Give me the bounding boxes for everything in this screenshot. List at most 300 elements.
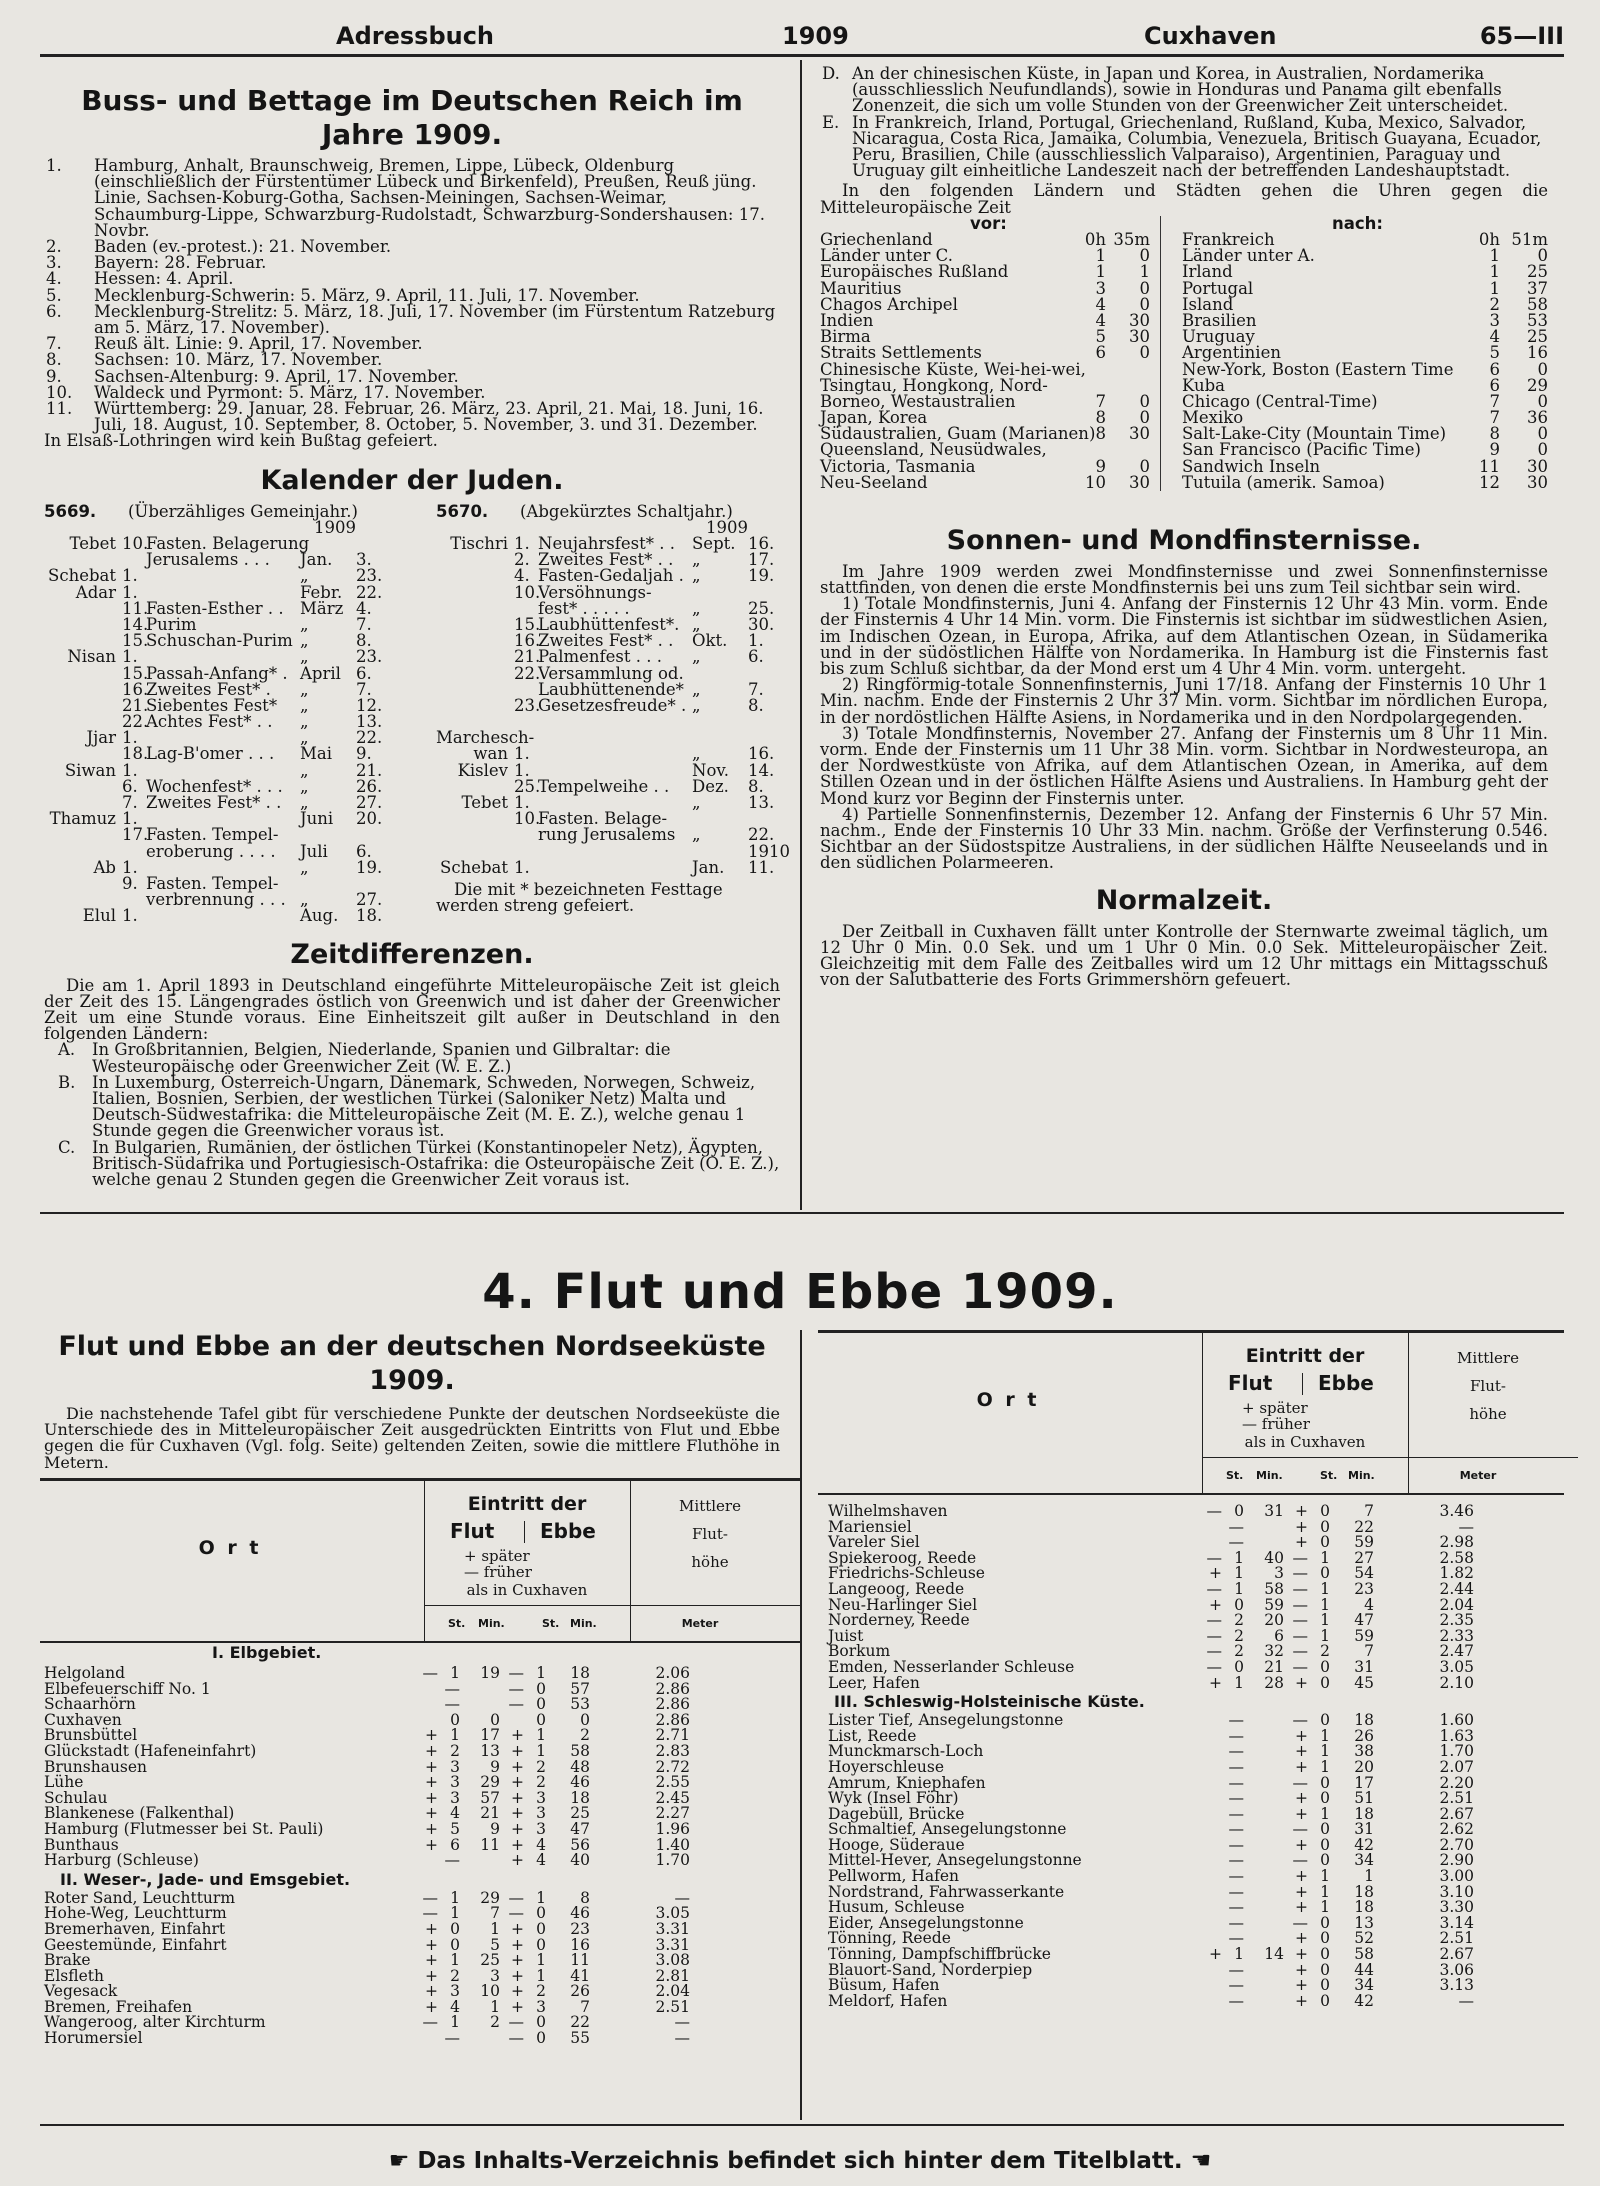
offset-hours: 2: [1489, 294, 1500, 314]
flut-sign: +: [425, 1804, 438, 1823]
offset-place: Queensland, Neusüdwales,: [820, 440, 1047, 460]
tide-row: [44, 1697, 718, 1713]
flut-min: [1244, 1994, 1284, 2010]
juden-month: Marchesch-: [436, 728, 535, 748]
th-hoehe: höhe: [1469, 1405, 1507, 1423]
tide-place: List, Reede: [828, 1726, 917, 1745]
juden-feast: Wochenfest* . . .: [146, 776, 283, 796]
offset-hours: 1: [1095, 246, 1106, 266]
ebbe-sign: +: [1295, 1789, 1308, 1808]
flut-st: —: [444, 2029, 460, 2048]
th-mittlere: Mittlere: [1457, 1349, 1519, 1367]
ebbe-sign: +: [1295, 1945, 1308, 1964]
ebbe-sign: —: [1292, 1564, 1308, 1583]
ebbe-min: 7: [1364, 1642, 1374, 1661]
flut-hoehe: 2.67: [1439, 1804, 1474, 1823]
flut-sign: +: [425, 1819, 438, 1838]
ebbe-min: 57: [570, 1679, 590, 1698]
offset-place: Victoria, Tasmania: [820, 456, 976, 476]
flut-st: 3: [450, 1757, 460, 1776]
offset-hours: 10: [1085, 472, 1106, 492]
flut-min: 25: [480, 1951, 500, 1970]
flut-hoehe: 2.71: [655, 1726, 690, 1745]
tide-place: Spiekeroog, Reede: [828, 1548, 977, 1567]
ebbe-min: 59: [1354, 1626, 1374, 1645]
flut-hoehe: 2.67: [1439, 1945, 1474, 1964]
juden-greg-month: „: [300, 647, 309, 667]
tide-place: Emden, Nesserlander Schleuse: [828, 1657, 1075, 1676]
juden-feast: Fasten. Tempel-: [146, 873, 279, 893]
flut-sign: [1198, 1838, 1222, 1854]
ebbe-min: 17: [1354, 1773, 1374, 1792]
flut-st: 4: [450, 1997, 460, 2016]
tide-place: Amrum, Kniephafen: [828, 1773, 986, 1792]
tide-place: Büsum, Hafen: [828, 1976, 940, 1995]
juden-day: 1.: [514, 760, 530, 780]
flut-st: 2: [450, 1966, 460, 1985]
ebbe-st: 1: [1320, 1579, 1330, 1598]
offset-minutes: 30: [1527, 456, 1548, 476]
tide-place: Nordstrand, Fahrwasserkante: [828, 1882, 1065, 1901]
juden-greg-month: „: [692, 825, 701, 845]
juden-greg-day: 6.: [748, 647, 764, 667]
juden-greg-month: Aug.: [300, 906, 339, 926]
offset-hours: 0h: [1084, 230, 1106, 250]
tide-place: Vegesack: [44, 1982, 118, 2001]
offset-place: Sandwich Inseln: [1182, 456, 1321, 476]
ebbe-st: 0: [1320, 1673, 1330, 1692]
tide-place: Langeoog, Reede: [828, 1579, 965, 1598]
ebbe-st: 0: [1320, 1945, 1330, 1964]
flut-sign: —: [1206, 1548, 1222, 1567]
flut-st: 1: [450, 2013, 460, 2032]
tide-row: [828, 1676, 1502, 1692]
ebbe-st: 0: [536, 1919, 546, 1938]
th-mittlere: Mittlere: [679, 1497, 741, 1515]
left-upper-column: [44, 66, 790, 1190]
flut-hoehe: —: [1458, 1517, 1474, 1536]
flut-title: Flut und Ebbe an der deutschen Nordseeküste 1909.: [58, 1331, 766, 1396]
offset-hours: 5: [1489, 343, 1500, 363]
ebbe-sign: +: [511, 1935, 524, 1954]
flut-hoehe: 3.08: [655, 1951, 690, 1970]
ebbe-min: 31: [1354, 1820, 1374, 1839]
juden-day: 2.: [514, 550, 530, 570]
buss-item: 6. Mecklenburg-Strelitz: 5. März, 18. Juli, 17. November (im Fürstentum Ratzeburg am 5. März, 17. November).: [46, 301, 776, 338]
sonne-paragraph: 4) Partielle Sonnenfinsternis, Dezember 12. Anfang der Finsternis 6 Uhr 57 Min. nachm., Ende der Finsternis 10 Uhr 33 Min. nachm. Größe der Verfinsterung 0.546. Sichtbar an der Südostspitze Australiens, in der südlichen Hälfte Neuseelands und in den südlichen Polarmeeren.: [820, 804, 1548, 873]
buss-item-number: 3.: [46, 253, 62, 273]
flut-sign: —: [1206, 1626, 1222, 1645]
juden-greg-month: „: [300, 857, 309, 877]
flut-sign: [1198, 1978, 1222, 1994]
th-rule: [1202, 1457, 1578, 1458]
ebbe-sign: +: [1295, 1742, 1308, 1761]
ebbe-st: 1: [1320, 1611, 1330, 1630]
ebbe-min: 23: [570, 1919, 590, 1938]
flut-hoehe: 2.90: [1439, 1851, 1474, 1870]
flut-sign: —: [422, 1888, 438, 1907]
offset-minutes: 0: [1139, 391, 1150, 411]
juden-month: Schebat: [440, 857, 508, 877]
tide-place: Neu-Harlinger Siel: [828, 1595, 978, 1614]
ebbe-min: 18: [1354, 1898, 1374, 1917]
tide-place: Hooge, Süderaue: [828, 1835, 965, 1854]
flut-min: 20: [1264, 1611, 1284, 1630]
flut-hoehe: 1.40: [655, 1835, 690, 1854]
buss-item: 9. Sachsen-Altenburg: 9. April, 17. November.: [46, 366, 459, 386]
juden-feast: Palmenfest . . .: [538, 647, 662, 667]
juden-calendar: [44, 501, 790, 934]
flut-st: 0: [1234, 1595, 1244, 1614]
tide-row: [828, 1713, 1502, 1729]
ebbe-min: 34: [1354, 1976, 1374, 1995]
flut-sign: —: [1206, 1611, 1222, 1630]
ebbe-min: 44: [1354, 1960, 1374, 1979]
jade-ems-table: [828, 1504, 1502, 1691]
tide-place: Blankenese (Falkenthal): [44, 1804, 235, 1823]
flut-min: [1244, 1853, 1284, 1869]
juden-greg-month: Nov.: [692, 760, 729, 780]
offset-hours: 1: [1489, 262, 1500, 282]
flut-min: 31: [1264, 1502, 1284, 1520]
ebbe-min: 7: [580, 1997, 590, 2016]
juden-greg-day: 8.: [748, 695, 764, 715]
offset-hours: 6: [1095, 343, 1106, 363]
flut-min: 7: [490, 1904, 500, 1923]
ebbe-min: 18: [570, 1664, 590, 1682]
ebbe-st: 2: [1320, 1642, 1330, 1661]
ebbe-sign: +: [511, 1788, 524, 1807]
flut-left-column: [44, 1330, 780, 1471]
juden-feast: Zweites Fest* .: [146, 679, 271, 699]
th-minus: — früher: [464, 1563, 532, 1581]
ebbe-min: 31: [1354, 1657, 1374, 1676]
flut-st: 2: [1234, 1642, 1244, 1661]
flut-min: [1244, 1838, 1284, 1854]
th-plus: + später: [1242, 1399, 1308, 1417]
ebbe-st: 1: [1320, 1898, 1330, 1917]
ebbe-min: 58: [570, 1741, 590, 1760]
tide-place: Borkum: [828, 1642, 891, 1661]
zeit-C: C. In Bulgarien, Rumänien, der östlichen Türkei (Konstantinopeler Netz), Ägypten, Britisch-Südafrika und Portugiesisch-Ostafrika: die Osteuropäische Zeit (O. E. Z.), welche genau 2 Stunden gegen die Greenwicher Zeit voraus ist.: [58, 1137, 780, 1190]
tide-row: [828, 1613, 1502, 1629]
juden-feast: Fasten-Gedaljah .: [538, 566, 684, 586]
th-plus: + später: [464, 1547, 530, 1565]
ebbe-sign: +: [511, 1804, 524, 1823]
ebbe-st: 1: [536, 1951, 546, 1970]
juden-greg-month: „: [692, 679, 701, 699]
ebbe-sign: +: [1295, 1673, 1308, 1692]
flut-sign: [1198, 1853, 1222, 1869]
flut-hoehe: 3.13: [1439, 1976, 1474, 1995]
juden-row: [44, 908, 404, 924]
juden-day: 25.: [514, 776, 541, 796]
flut-hoehe: 1.70: [655, 1851, 690, 1870]
ebbe-sign: —: [1292, 1626, 1308, 1645]
juden-feast: verbrennung . . .: [146, 890, 286, 910]
ebbe-st: 0: [536, 1935, 546, 1954]
juden-feast: Lag-B'omer . . .: [146, 744, 275, 764]
offset-place: Indien: [820, 310, 874, 330]
ebbe-st: 1: [536, 1726, 546, 1745]
flut-hoehe: 3.05: [655, 1904, 690, 1923]
ebbe-sign: +: [1295, 1867, 1308, 1886]
offset-hours: 7: [1095, 391, 1106, 411]
offset-row: [820, 472, 1160, 492]
buss-item: 2. Baden (ev.-protest.): 21. November.: [46, 237, 392, 257]
juden-feast: Tempelweihe . .: [538, 776, 670, 796]
flut-min: 32: [1264, 1642, 1284, 1661]
juden-greg-month: Jan.: [692, 857, 725, 877]
flut-min: 11: [480, 1835, 500, 1854]
juden-day: 10.: [514, 582, 541, 602]
offset-place: Kuba: [1182, 375, 1225, 395]
flut-hoehe: 1.82: [1439, 1564, 1474, 1583]
juden-greg-month: „: [692, 614, 701, 634]
ebbe-sign: +: [1295, 1960, 1308, 1979]
ebbe-st: 0: [1320, 1913, 1330, 1932]
juden-greg-day: 1.: [748, 631, 764, 651]
ebbe-sign: —: [508, 2029, 524, 2048]
flut-min: [1244, 1791, 1284, 1807]
juden-month: Siwan: [64, 760, 116, 780]
flut-hoehe: 3.10: [1439, 1882, 1474, 1901]
buss-title: Buss- und Bettage im Deutschen Reich im Jahre 1909.: [81, 84, 743, 151]
ebbe-sign: —: [1292, 1773, 1308, 1792]
tide-place: Brake: [44, 1951, 91, 1970]
juden-feast: Zweites Fest* . .: [538, 550, 674, 570]
juden-title: Kalender der Juden.: [260, 464, 564, 496]
offset-place: Tutuila (amerik. Samoa): [1182, 472, 1385, 492]
juden-greg-day: 22.: [356, 582, 383, 602]
tide-place: Wilhelmshaven: [828, 1502, 948, 1520]
buss-item: 10. Waldeck und Pyrmont: 5. März, 17. November.: [46, 382, 486, 402]
flut-min: 57: [480, 1788, 500, 1807]
buss-item-number: 6.: [46, 301, 62, 321]
offset-hours: 1: [1489, 278, 1500, 298]
buss-item: 8. Sachsen: 10. März, 17. November.: [46, 350, 383, 370]
tide-place: Munckmarsch-Loch: [828, 1742, 984, 1761]
offset-minutes: 30: [1129, 310, 1150, 330]
offset-hours: 6: [1489, 375, 1500, 395]
juden-greg-day: 20.: [356, 809, 383, 829]
th-min: Min.: [570, 1617, 597, 1630]
zeit-B: B. In Luxemburg, Österreich-Ungarn, Dänemark, Schweden, Norwegen, Schweiz, Italien, Bosnien, Serbien, der westlichen Türkei (Saloniker Netz) Malta und Deutsch-Südwestafrika: die Mitteleuropäische Zeit (M. E. Z.), welche genau 1 Stunde gegen die Greenwicher voraus ist.: [58, 1072, 756, 1141]
ebbe-min: 58: [1354, 1945, 1374, 1964]
juden-month: Kislev: [457, 760, 508, 780]
ebbe-sign: +: [511, 1997, 524, 2016]
flut-min: 6: [1274, 1626, 1284, 1645]
juden-greg-month: Jan.: [300, 550, 333, 570]
tide-place: Lister Tief, Ansegelungstonne: [828, 1711, 1064, 1730]
ebbe-min: 23: [1354, 1579, 1374, 1598]
tide-place: Geestemünde, Einfahrt: [44, 1935, 227, 1954]
offset-hours: 5: [1095, 327, 1106, 347]
tide-place: Mariensiel: [828, 1517, 912, 1536]
ebbe-st: 0: [1320, 1533, 1330, 1552]
juden-greg-month: „: [300, 631, 309, 651]
sonne-paragraph: 1) Totale Mondfinsternis, Juni 4. Anfang der Finsternis 12 Uhr 43 Min. vorm. Ende der Finsternis 4 Uhr 14 Min. vorm. Die Finsternis ist sichtbar im südwestlichen Asien, im Indischen Ozean, in Europa, Afrika, auf dem Atlantischen Ozean, in Südamerika und in der südöstlichen Hälfte von Nordamerika. In Hamburg ist die Finsternis fast bis zum Schluß sichtbar, da der Mond erst um 4 Uhr 4 Min. vorm. untergeht.: [820, 594, 1548, 679]
footer-text: Das Inhalts-Verzeichnis befindet sich hinter dem Titelblatt.: [417, 2148, 1183, 2174]
th-meter: Meter: [681, 1617, 719, 1630]
ebbe-min: 8: [580, 1888, 590, 1907]
offset-hours: 8: [1095, 408, 1106, 428]
juden-greg-day: 8.: [748, 776, 764, 796]
flut-sign: —: [422, 2013, 438, 2032]
juden-feast: Laubhüttenende*: [538, 679, 684, 699]
juden-feast: fest* . . . . .: [538, 598, 630, 618]
juden-greg-day: 6.: [356, 663, 372, 683]
juden-greg-day: 23.: [356, 647, 383, 667]
flut-sign: [1198, 1885, 1222, 1901]
juden-greg-day: 6.: [356, 841, 372, 861]
flut-hoehe: 3.14: [1439, 1913, 1474, 1932]
ebbe-sign: —: [508, 1888, 524, 1907]
flut-min: [1244, 1963, 1284, 1979]
tide-row: [44, 2031, 718, 2047]
tide-place: Glückstadt (Hafeneinfahrt): [44, 1741, 257, 1760]
tide-place: Hamburg (Flutmesser bei St. Pauli): [44, 1819, 324, 1838]
ebbe-st: 1: [1320, 1742, 1330, 1761]
th-ort: O r t: [198, 1537, 262, 1559]
tide-place: Hoyerschleuse: [828, 1757, 945, 1776]
flut-st: 1: [450, 1951, 460, 1970]
juden-feast: Versöhnungs-: [538, 582, 652, 602]
ebbe-min: 16: [570, 1935, 590, 1954]
offset-minutes: 37: [1527, 278, 1548, 298]
sonne-paragraph: Im Jahre 1909 werden zwei Mondfinsternisse und zwei Sonnenfinsternisse stattfinden, von denen die erste Mondfinsternis bei uns zum Teil sichtbar sein wird.: [820, 561, 1548, 598]
ebbe-min: 45: [1354, 1673, 1374, 1692]
th-ebbe: Ebbe: [1318, 1371, 1374, 1395]
tide-row: [44, 1822, 718, 1838]
tide-place: Husum, Schleuse: [828, 1898, 965, 1917]
th-min: Min.: [478, 1617, 505, 1630]
flut-sign: [1198, 1916, 1222, 1932]
th-flut: Flut: [1228, 1371, 1273, 1395]
juden-greg-month: „: [692, 695, 701, 715]
flut-sign: +: [425, 1982, 438, 2001]
ebbe-sign: +: [1295, 1929, 1308, 1948]
year-5670: 5670.: [436, 501, 489, 521]
ebbe-min: 26: [570, 1982, 590, 2001]
offset-place: Brasilien: [1182, 310, 1257, 330]
tide-place: Pellworm, Hafen: [828, 1867, 960, 1886]
juden-day: 11.: [122, 598, 149, 618]
juden-greg-day: 25.: [748, 598, 775, 618]
juden-greg-month: „: [300, 760, 309, 780]
juden-feast: eroberung . . . .: [146, 841, 276, 861]
ebbe-st: 3: [536, 1804, 546, 1823]
flut-min: [1244, 1729, 1284, 1745]
offset-minutes: 0: [1139, 294, 1150, 314]
ebbe-min: 46: [570, 1773, 590, 1792]
juden-feast: Versammlung od.: [538, 663, 684, 683]
offset-minutes: 30: [1129, 424, 1150, 444]
juden-feast: Jerusalems . . .: [146, 550, 270, 570]
flut-st: —: [1228, 1976, 1244, 1995]
juden-day: 1.: [122, 582, 138, 602]
flut-st: 1: [450, 1726, 460, 1745]
year-5669-sub: (Überzähliges Gemeinjahr.): [128, 501, 358, 521]
offset-place: Chagos Archipel: [820, 294, 958, 314]
juden-day: 10.: [514, 809, 541, 829]
flut-st: —: [1228, 1726, 1244, 1745]
ebbe-sign: —: [1292, 1711, 1308, 1730]
juden-day: 1.: [122, 857, 138, 877]
ebbe-st: 2: [536, 1773, 546, 1792]
flut-sign: [414, 1682, 438, 1698]
flut-sign: +: [425, 1997, 438, 2016]
ebbe-sign: +: [511, 1851, 524, 1870]
juden-feast: Schuschan-Purim: [146, 631, 293, 651]
juden-feast: Purim: [146, 614, 197, 634]
offset-place: Griechenland: [820, 230, 933, 250]
juden-greg-month: „: [300, 776, 309, 796]
flut-hoehe: 2.51: [655, 1997, 690, 2016]
tide-place: Schmaltief, Ansegelungstonne: [828, 1820, 1067, 1839]
ebbe-sign: —: [508, 1664, 524, 1682]
flut-hoehe: 2.45: [655, 1788, 690, 1807]
offset-minutes: 0: [1537, 391, 1548, 411]
offset-place: Neu-Seeland: [820, 472, 928, 492]
flut-hoehe: 2.70: [1439, 1835, 1474, 1854]
flut-st: 1: [1234, 1945, 1244, 1964]
juden-day: 17.: [122, 825, 149, 845]
tide-row: [44, 1938, 718, 1954]
flut-min: 14: [1264, 1945, 1284, 1964]
flut-hoehe: 2.47: [1439, 1642, 1474, 1661]
ebbe-sign: +: [511, 1966, 524, 1985]
header-year: 1909: [782, 22, 849, 50]
ebbe-min: 51: [1354, 1789, 1374, 1808]
page-number: 65—III: [1479, 22, 1564, 50]
tide-place: Helgoland: [44, 1664, 126, 1682]
flut-hoehe: 2.86: [655, 1695, 690, 1714]
ebbe-st: 0: [1320, 1991, 1330, 2010]
flut-sign: [1198, 1760, 1222, 1776]
juden-day: 9.: [122, 873, 138, 893]
flut-st: —: [1228, 1804, 1244, 1823]
flut-hoehe: 3.05: [1439, 1657, 1474, 1676]
normal-text: Der Zeitball in Cuxhaven fällt unter Kontrolle der Sternwarte zweimal täglich, um 12 Uhr 0 Min. 0.0 Sek. und um 1 Uhr 0 Min. 0.0 Sek. Mitteleuropäischer Zeit. Gleichzeitig mit dem Falle des Zeitballes wird um 12 Uhr mittags ein Mittagsschuß von der Salutbatterie des Forts Grimmershörn gefeuert.: [820, 921, 1548, 990]
offset-hours: 3: [1489, 310, 1500, 330]
flut-st: —: [1228, 1789, 1244, 1808]
column-divider: [800, 60, 802, 1210]
flut-st: —: [1228, 1851, 1244, 1870]
sec-weser: II. Weser-, Jade- und Emsgebiet.: [60, 1869, 351, 1889]
flut-min: [460, 2031, 500, 2047]
juden-feast: Fasten. Tempel-: [146, 825, 279, 845]
juden-greg-month: „: [300, 614, 309, 634]
juden-day: 14.: [122, 614, 149, 634]
flut-min: [460, 1682, 500, 1698]
offset-hours: 8: [1095, 424, 1106, 444]
offset-place: Mexiko: [1182, 408, 1244, 428]
ebbe-sign: —: [1292, 1595, 1308, 1614]
sec-schleswig: III. Schleswig-Holsteinische Küste.: [834, 1692, 1145, 1712]
flut-min: 3: [1274, 1564, 1284, 1583]
offset-place: Salt-Lake-City (Mountain Time): [1182, 424, 1447, 444]
offset-minutes: 0: [1139, 246, 1150, 266]
ebbe-st: 2: [536, 1757, 546, 1776]
offset-minutes: 30: [1527, 472, 1548, 492]
th-ebbe: Ebbe: [540, 1519, 596, 1543]
offset-place: New-York, Boston (Eastern Time: [1182, 359, 1454, 379]
flut-hoehe: 2.27: [655, 1804, 690, 1823]
offset-place: Südaustralien, Guam (Marianen): [820, 424, 1096, 444]
flut-min: 5: [490, 1935, 500, 1954]
juden-feast: Fasten-Esther . .: [146, 598, 284, 618]
